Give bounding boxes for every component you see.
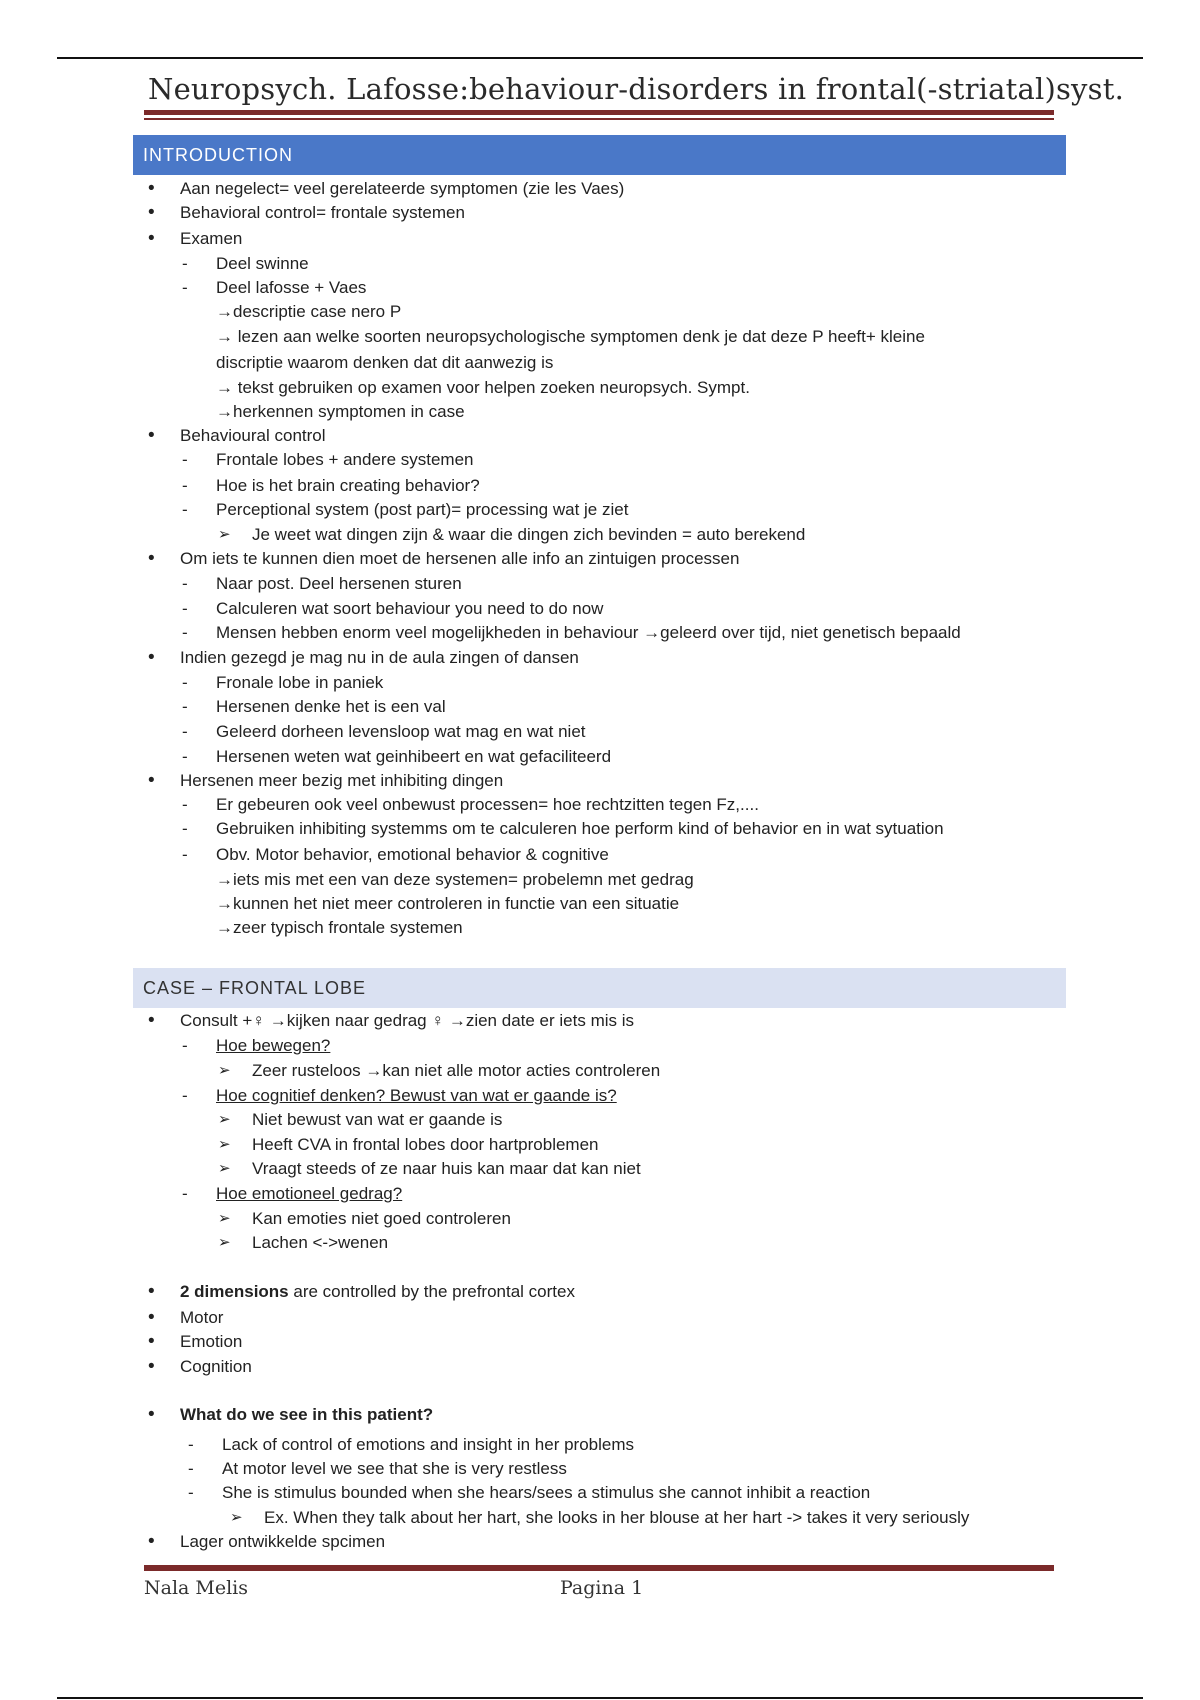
list-item: →descriptie case nero P — [216, 302, 402, 321]
title-rule — [144, 110, 1054, 115]
list-item — [180, 1281, 575, 1303]
list-item: - Geleerd dorheen levensloop wat mag en wat niet — [216, 721, 586, 743]
section-heading-introduction: INTRODUCTION — [133, 135, 1066, 175]
list-item — [180, 1404, 433, 1426]
list-item: • Behavioral control= frontale systemen — [180, 202, 465, 224]
list-item: → tekst gebruiken op examen voor helpen zoeken neuropsych. Sympt. — [216, 378, 750, 397]
list-item: ➢ Ex. When they talk about her hart, she looks in her blouse at her hart -> takes it very seriously — [264, 1507, 969, 1529]
footer-rule — [144, 1565, 1054, 1571]
list-item: - She is stimulus bounded when she hears/sees a stimulus she cannot inhibit a reaction — [222, 1482, 870, 1504]
list-item: - Hersenen denke het is een val — [216, 696, 446, 718]
list-item: • Hersenen meer bezig met inhibiting dingen — [180, 770, 503, 792]
list-item: • Indien gezegd je mag nu in de aula zingen of dansen — [180, 647, 579, 669]
list-item: - Obv. Motor behavior, emotional behavior & cognitive — [216, 844, 609, 866]
list-item: → lezen aan welke soorten neuropsychologische symptomen denk je dat deze P heeft+ kleine — [216, 327, 925, 346]
list-item: - Lack of control of emotions and insight in her problems — [222, 1434, 634, 1456]
list-item: →kunnen het niet meer controleren in functie van een situatie — [216, 894, 680, 913]
list-item: - Hoe emotioneel gedrag? — [216, 1183, 402, 1205]
list-item: • Om iets te kunnen dien moet de hersenen alle info an zintuigen processen — [180, 548, 739, 570]
list-item: • Motor — [180, 1307, 223, 1329]
list-item: ➢ Niet bewust van wat er gaande is — [252, 1109, 502, 1131]
list-item: - Er gebeuren ook veel onbewust processen= hoe rechtzitten tegen Fz,.... — [216, 794, 759, 816]
list-item: ➢ Lachen <->wenen — [252, 1232, 388, 1254]
list-item: discriptie waarom denken dat dit aanwezig is — [216, 353, 554, 372]
list-item: • Aan negelect= veel gerelateerde symptomen (zie les Vaes) — [180, 178, 624, 200]
list-item: →iets mis met een van deze systemen= probelemn met gedrag — [216, 870, 694, 889]
list-item: • Behavioural control — [180, 425, 326, 447]
list-item: ➢ Zeer rusteloos →kan niet alle motor acties controleren — [252, 1060, 660, 1082]
list-item: - Hoe is het brain creating behavior? — [216, 475, 480, 497]
dimensions-bold: 2 dimensions — [180, 1282, 289, 1301]
list-item: • Emotion — [180, 1331, 242, 1353]
list-item: ➢ Kan emoties niet goed controleren — [252, 1208, 511, 1230]
list-item: ➢ Vraagt steeds of ze naar huis kan maar dat kan niet — [252, 1158, 641, 1180]
list-item: - Hoe cognitief denken? Bewust van wat er gaande is? — [216, 1085, 617, 1107]
list-item: - Hoe bewegen? — [216, 1035, 330, 1057]
dimensions-text: are controlled by the prefrontal cortex — [288, 1282, 575, 1301]
list-item: - Calculeren wat soort behaviour you need to do now — [216, 598, 603, 620]
list-item: • Consult +♀ →kijken naar gedrag ♀ →zien date er iets mis is — [180, 1010, 634, 1032]
list-item: - Fronale lobe in paniek — [216, 672, 383, 694]
list-item: - At motor level we see that she is very restless — [222, 1458, 567, 1480]
list-item: - Deel lafosse + Vaes — [216, 277, 366, 299]
page-title: Neuropsych. Lafosse:behaviour-disorders in frontal(-striatal)syst. — [148, 72, 1124, 106]
list-item: ➢ Je weet wat dingen zijn & waar die dingen zich bevinden = auto berekend — [252, 524, 805, 546]
list-item: - Gebruiken inhibiting systemms om te calculeren hoe perform kind of behavior en in wat sytuation — [216, 818, 944, 840]
list-item: - Frontale lobes + andere systemen — [216, 449, 474, 471]
list-item: - Naar post. Deel hersenen sturen — [216, 573, 462, 595]
section-heading-case: CASE – FRONTAL LOBE — [133, 968, 1066, 1008]
bottom-rule — [57, 1697, 1143, 1699]
footer-page-number: Pagina 1 — [560, 1577, 644, 1599]
footer-author: Nala Melis — [144, 1577, 248, 1599]
list-item: - Perceptional system (post part)= processing wat je ziet — [216, 499, 628, 521]
list-item: - Hersenen weten wat geinhibeert en wat gefaciliteerd — [216, 746, 611, 768]
list-item: - Mensen hebben enorm veel mogelijkheden in behaviour →geleerd over tijd, niet genetisch bepaald — [216, 622, 961, 644]
list-item: • Lager ontwikkelde spcimen — [180, 1531, 385, 1553]
list-item: • Cognition — [180, 1356, 252, 1378]
list-item: →zeer typisch frontale systemen — [216, 918, 463, 937]
list-item: ➢ Heeft CVA in frontal lobes door hartproblemen — [252, 1134, 599, 1156]
list-item: →herkennen symptomen in case — [216, 402, 465, 421]
question-bold: What do we see in this patient? — [180, 1405, 434, 1424]
list-item: - Deel swinne — [216, 253, 309, 275]
list-item: • Examen — [180, 228, 242, 250]
top-rule — [57, 57, 1143, 59]
title-rule-thin — [144, 118, 1054, 120]
